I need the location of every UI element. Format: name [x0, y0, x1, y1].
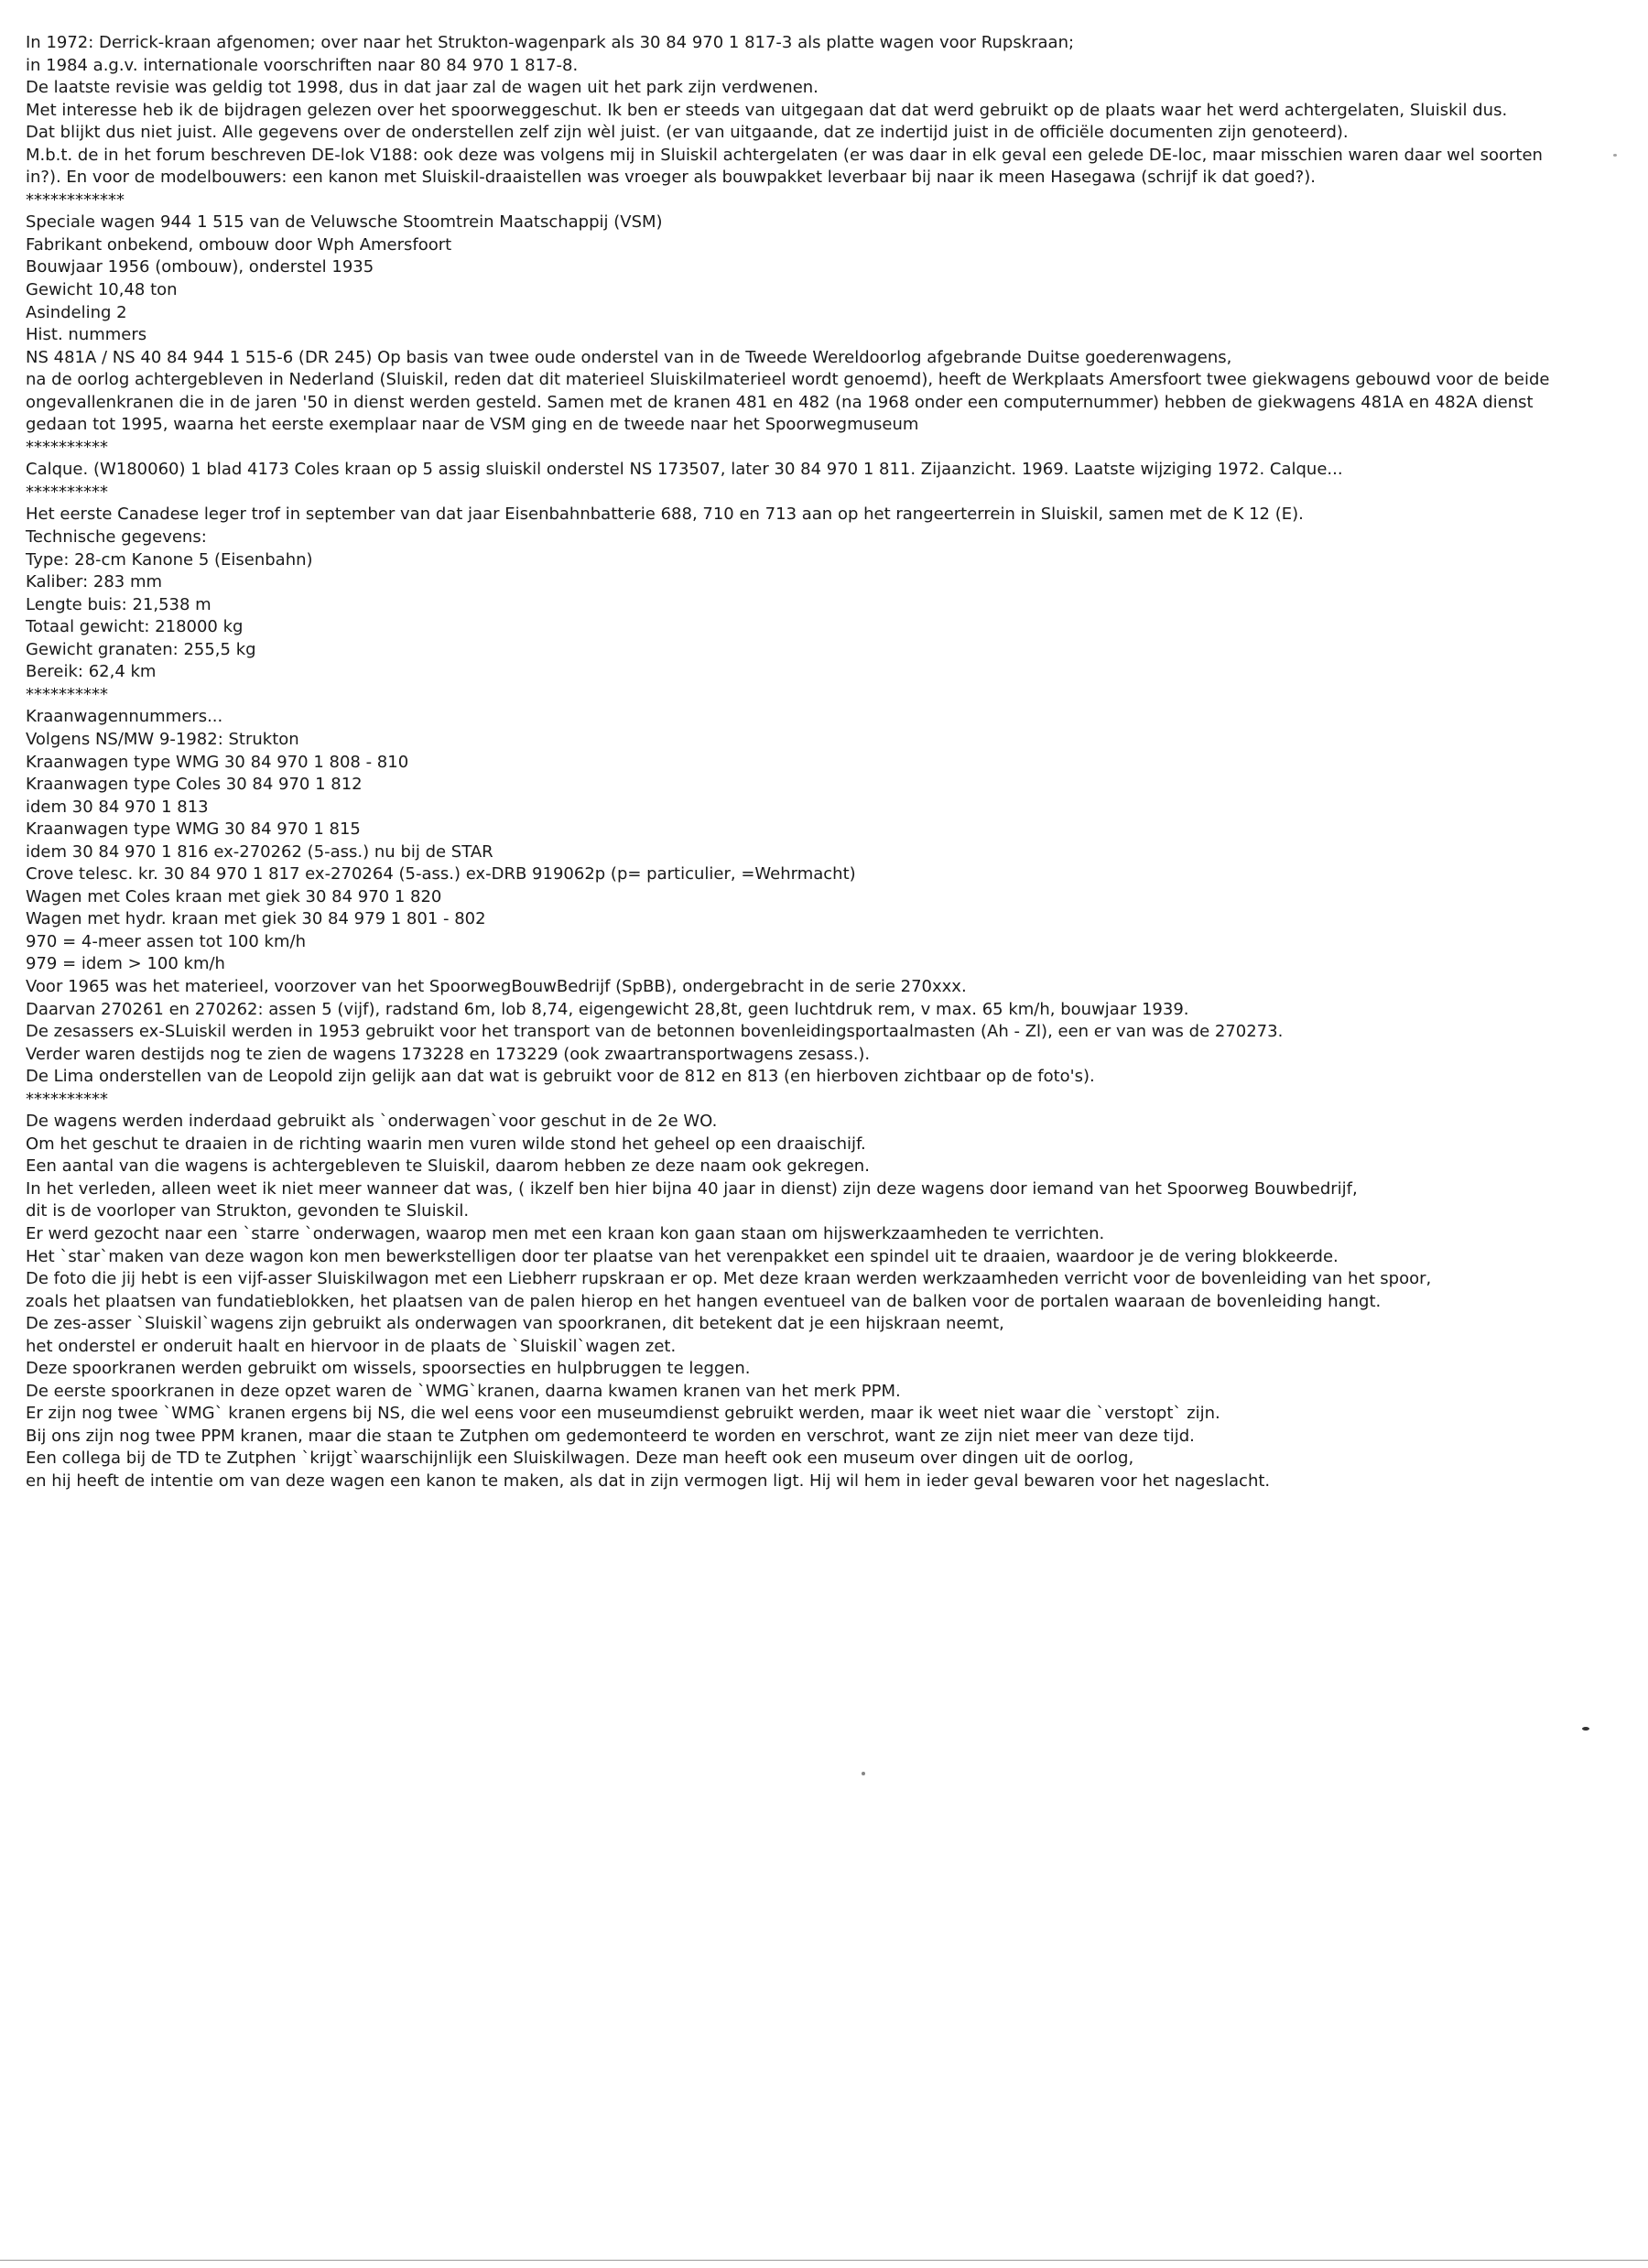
scan-speck — [1582, 1727, 1589, 1731]
text-line: Daarvan 270261 en 270262: assen 5 (vijf), radstand 6m, lob 8,74, eigengewicht 28,8t, geen luchtdruk rem, v max. 65 km/h, bouwjaar 1939. — [26, 999, 1189, 1019]
text-line: Calque. (W180060) 1 blad 4173 Coles kraan op 5 assig sluiskil onderstel NS 173507, later 30 84 970 1 811. Zijaanzicht. 1969. Laatste wijziging 1972. Calque... — [26, 460, 1343, 480]
text-line: Crove telesc. kr. 30 84 970 1 817 ex-270264 (5-ass.) ex-DRB 919062p (p= particulier, =Wehrmacht) — [26, 864, 856, 884]
text-line: Gewicht granaten: 255,5 kg — [26, 639, 256, 659]
scan-speck — [1613, 154, 1617, 157]
text-line: Een aantal van die wagens is achtergebleven te Sluiskil, daarom hebben ze deze naam ook gekregen. — [26, 1156, 870, 1177]
text-line: Het `star`maken van deze wagon kon men bewerkstelligen door ter plaatse van het verenpakket een spindel uit te draaien, waardoor je de vering blokkeerde. — [26, 1246, 1339, 1266]
text-line: Er werd gezocht naar een `starre `onderwagen, waarop men met een kraan kon gaan staan om hijswerkzaamheden te verrichten. — [26, 1223, 1105, 1243]
text-line: na de oorlog achtergebleven in Nederland (Sluiskil, reden dat dit materieel Sluiskilmaterieel wordt genoemd), heeft de Werkplaats Amersfoort twee giekwagens gebouwd voor de beide — [26, 370, 1550, 390]
text-line: het onderstel er onderuit haalt en hiervoor in de plaats de `Sluiskil`wagen zet. — [26, 1336, 677, 1356]
text-line: idem 30 84 970 1 813 — [26, 797, 209, 817]
text-line: In het verleden, alleen weet ik niet meer wanneer dat was, ( ikzelf ben hier bijna 40 jaar in dienst) zijn deze wagens door iemand van het Spoorweg Bouwbedrijf, — [26, 1178, 1358, 1199]
text-line: idem 30 84 970 1 816 ex-270262 (5-ass.) nu bij de STAR — [26, 841, 493, 862]
text-line: In 1972: Derrick-kraan afgenomen; over naar het Strukton-wagenpark als 30 84 970 1 817-3 als platte wagen voor Rupskraan; — [26, 33, 1075, 52]
text-line: Bouwjaar 1956 (ombouw), onderstel 1935 — [26, 257, 374, 277]
text-line: Lengte buis: 21,538 m — [26, 594, 211, 614]
text-line: De eerste spoorkranen in deze opzet waren de `WMG`kranen, daarna kwamen kranen van het merk PPM. — [26, 1381, 901, 1401]
text-line: Met interesse heb ik de bijdragen gelezen over het spoorweggeschut. Ik ben er steeds van uitgegaan dat dat werd gebruikt op de plaats waar het werd achtergelaten, Sluiskil dus. — [26, 100, 1508, 120]
text-line: Technische gegevens: — [26, 527, 207, 548]
text-line: dit is de voorloper van Strukton, gevonden te Sluiskil. — [26, 1201, 470, 1221]
text-line: De laatste revisie was geldig tot 1998, dus in dat jaar zal de wagen uit het park zijn verdwenen. — [26, 78, 819, 98]
text-line: zoals het plaatsen van fundatieblokken, het plaatsen van de palen hierop en het hangen eventueel van de balken voor de portalen waaraan de bovenleiding hangt. — [26, 1291, 1382, 1311]
text-line: Bij ons zijn nog twee PPM kranen, maar die staan te Zutphen om gedemonteerd te worden en verschrot, want ze zijn niet meer van deze tijd. — [26, 1426, 1195, 1446]
text-line: Om het geschut te draaien in de richting waarin men vuren wilde stond het geheel op een draaischijf. — [26, 1134, 866, 1154]
text-line: Kaliber: 283 mm — [26, 572, 163, 592]
text-line: Kraanwagen type Coles 30 84 970 1 812 — [26, 775, 363, 795]
text-line: Volgens NS/MW 9-1982: Strukton — [26, 729, 299, 749]
text-line: Fabrikant onbekend, ombouw door Wph Amersfoort — [26, 234, 452, 255]
text-line: Bereik: 62,4 km — [26, 662, 157, 682]
text-line: NS 481A / NS 40 84 944 1 515-6 (DR 245) Op basis van twee oude onderstel van in de Tweede Wereldoorlog afgebrande Duitse goederenwagens, — [26, 347, 1232, 367]
text-line: 979 = idem > 100 km/h — [26, 954, 225, 974]
text-line: ********** — [26, 437, 108, 457]
text-line: ********** — [26, 684, 108, 704]
text-line: Verder waren destijds nog te zien de wagens 173228 en 173229 (ook zwaartransportwagens zesass.). — [26, 1044, 871, 1064]
text-line: Dat blijkt dus niet juist. Alle gegevens over de onderstellen zelf zijn wèl juist. (er van uitgaande, dat ze indertijd juist in de officiële documenten zijn genoteerd). — [26, 123, 1349, 143]
text-line: Wagen met hydr. kraan met giek 30 84 979 1 801 - 802 — [26, 909, 486, 929]
text-line: Kraanwagen type WMG 30 84 970 1 808 - 810 — [26, 752, 409, 772]
text-line: in?). En voor de modelbouwers: een kanon met Sluiskil-draaistellen was vroeger als bouwpakket leverbaar bij naar ik meen Hasegawa (schrijf ik dat goed?). — [26, 168, 1316, 188]
text-line: 970 = 4-meer assen tot 100 km/h — [26, 931, 306, 951]
text-line: ********** — [26, 1089, 108, 1109]
text-line: Asindeling 2 — [26, 302, 127, 322]
text-line: Gewicht 10,48 ton — [26, 280, 178, 300]
text-line: Type: 28-cm Kanone 5 (Eisenbahn) — [26, 549, 313, 570]
text-line: Wagen met Coles kraan met giek 30 84 970 1 820 — [26, 886, 442, 906]
document-body — [26, 32, 1632, 1493]
text-line: Speciale wagen 944 1 515 van de Veluwsche Stoomtrein Maatschappij (VSM) — [26, 212, 663, 233]
text-line: gedaan tot 1995, waarna het eerste exemplaar naar de VSM ging en de tweede naar het Spoorwegmuseum — [26, 415, 919, 435]
text-line: ************ — [26, 190, 125, 210]
scan-edge-line — [0, 2260, 1648, 2261]
text-line: ongevallenkranen die in de jaren '50 in dienst werden gesteld. Samen met de kranen 481 en 482 (na 1968 onder een computernummer) hebben de giekwagens 481A en 482A dienst — [26, 392, 1534, 412]
text-line: De wagens werden inderdaad gebruikt als `onderwagen`voor geschut in de 2e WO. — [26, 1112, 718, 1132]
text-line: Het eerste Canadese leger trof in september van dat jaar Eisenbahnbatterie 688, 710 en 713 aan op het rangeerterrein in Sluiskil, samen met de K 12 (E). — [26, 505, 1304, 525]
text-line: en hij heeft de intentie om van deze wagen een kanon te maken, als dat in zijn vermogen ligt. Hij wil hem in ieder geval bewaren voor het nageslacht. — [26, 1471, 1271, 1491]
text-line: Een collega bij de TD te Zutphen `krijgt`waarschijnlijk een Sluiskilwagen. Deze man heeft ook een museum over dingen uit de oorlog, — [26, 1449, 1134, 1469]
text-line: Deze spoorkranen werden gebruikt om wissels, spoorsecties en hulpbruggen te leggen. — [26, 1359, 751, 1379]
text-line: Kraanwagen type WMG 30 84 970 1 815 — [26, 819, 361, 840]
text-line: in 1984 a.g.v. internationale voorschriften naar 80 84 970 1 817-8. — [26, 55, 579, 75]
text-line: De zes-asser `Sluiskil`wagens zijn gebruikt als onderwagen van spoorkranen, dit betekent dat je een hijskraan neemt, — [26, 1314, 1004, 1334]
text-line: Voor 1965 was het materieel, voorzover van het SpoorwegBouwBedrijf (SpBB), ondergebracht in de serie 270xxx. — [26, 976, 967, 996]
text-line: M.b.t. de in het forum beschreven DE-lok V188: ook deze was volgens mij in Sluiskil achtergelaten (er was daar in elk geval een gelede DE-loc, maar misschien waren daar wel soorten — [26, 145, 1543, 165]
scan-speck — [862, 1772, 865, 1775]
text-line: De Lima onderstellen van de Leopold zijn gelijk aan dat wat is gebruikt voor de 812 en 813 (en hierboven zichtbaar op de foto's). — [26, 1067, 1095, 1087]
text-line: Totaal gewicht: 218000 kg — [26, 617, 244, 637]
text-line: ********** — [26, 482, 108, 502]
text-line: De zesassers ex-SLuiskil werden in 1953 gebruikt voor het transport van de betonnen bovenleidingsportaalmasten (Ah - Zl), een er van was de 270273. — [26, 1022, 1284, 1042]
text-line: De foto die jij hebt is een vijf-asser Sluiskilwagon met een Liebherr rupskraan er op. Met deze kraan werden werkzaamheden verricht voor de bovenleiding van het spoor, — [26, 1269, 1432, 1289]
text-line: Hist. nummers — [26, 325, 147, 345]
text-line: Kraanwagennummers... — [26, 707, 223, 727]
text-line: Er zijn nog twee `WMG` kranen ergens bij NS, die wel eens voor een museumdienst gebruikt werden, maar ik weet niet waar die `verstopt` zijn. — [26, 1404, 1220, 1424]
